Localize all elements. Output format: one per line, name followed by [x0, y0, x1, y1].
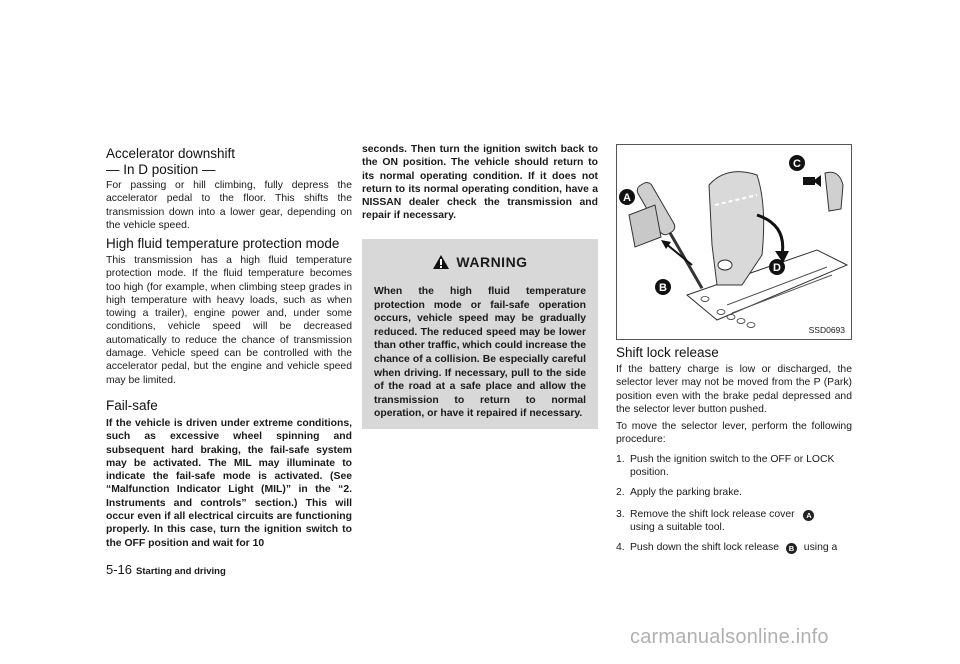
- step-number: 4.: [616, 542, 625, 553]
- step-text: Push the ignition switch to the OFF or LOCK: [630, 454, 835, 465]
- page-number: 5-16: [106, 562, 133, 577]
- step-text-a: Remove the shift lock release cover: [630, 509, 795, 520]
- heading-line-1: Accelerator downshift: [106, 146, 236, 161]
- step-text-cont: position.: [630, 467, 669, 478]
- warning-header: [374, 239, 586, 285]
- paragraph-fail-safe: If the vehicle is driven under extreme conditions, such as excessive wheel spinning and subsequent hard braking, the fail-safe system may be activated. The MIL may illuminate to indicate the fail-safe mode is activated. (See “Malfunction Indicator Light (MIL)” in the “2. Instruments and controls” section.) This will occur even if all electrical circuits are functioning properly. In this case, turn the ignition switch to the OFF position and wait for 10: [106, 418, 352, 549]
- step-text: Apply the parking brake.: [630, 487, 743, 498]
- shift-lock-figure: [616, 144, 852, 340]
- step-number: 2.: [616, 487, 625, 498]
- callout-A: A: [623, 192, 631, 204]
- watermark: carmanualsonline.info: [630, 626, 829, 648]
- paragraph-high-fluid-temp: This transmission has a high fluid temperature protection mode. If the fluid temperature becomes too high (for example, when climbing steep grades in high temperature with heavy loads, such as when towing a trailer), engine power and, under some conditions, vehicle speed will be decreased automatically to reduce the chance of transmission damage. Vehicle speed can be controlled with the accelerator pedal, but the engine and vehicle speed may be limited.: [106, 255, 352, 386]
- figure-code: SSD0693: [808, 325, 845, 335]
- ref-B-icon: B: [786, 543, 797, 554]
- step-text-c: using a: [803, 542, 838, 553]
- page-footer: [106, 562, 226, 577]
- callout-B: B: [659, 282, 667, 294]
- step-text: [630, 541, 852, 554]
- heading-shift-lock-release: Shift lock release: [616, 345, 719, 360]
- heading-fail-safe: Fail-safe: [106, 398, 158, 413]
- callout-D: D: [773, 262, 781, 274]
- step-text-cont: using a suitable tool.: [630, 522, 725, 533]
- ref-A-icon: A: [803, 510, 814, 521]
- heading-accelerator-downshift: [106, 146, 235, 178]
- paragraph-fail-safe-continued: seconds. Then turn the ignition switch back to the ON position. The vehicle should return to its normal operating condition. If it does not return to its normal operating condition, have a NISSAN dealer check the transmission and repair if necessary.: [362, 144, 598, 222]
- paragraph-shift-lock-1: If the battery charge is low or discharged, the selector lever may not be moved from the P (Park) position even with the brake pedal depressed and the selector lever button pushed.: [616, 364, 852, 415]
- warning-title: WARNING: [456, 254, 528, 270]
- warning-text: When the high fluid temperature protection mode or fail-safe operation occurs, vehicle speed may be gradually reduced. The reduced speed may be lower than other traffic, which could increase the chance of a collision. Be especially careful when driving. If necessary, pull to the side of the road at a safe place and allow the transmission to return to normal operation, or have it repaired if necessary.: [374, 286, 586, 420]
- heading-high-fluid-temp: High fluid temperature protection mode: [106, 236, 340, 251]
- callout-C: C: [793, 158, 801, 170]
- shift-lock-illustration: [617, 145, 851, 339]
- warning-box: [362, 239, 598, 429]
- paragraph-shift-lock-2: To move the selector lever, perform the following procedure:: [616, 421, 852, 446]
- step-text-a: Push down the shift lock release: [630, 542, 780, 553]
- warning-triangle-icon: [432, 254, 450, 270]
- step-text: [630, 508, 852, 521]
- step-number: 1.: [616, 454, 625, 465]
- heading-line-2: — In D position —: [106, 162, 216, 177]
- step-number: 3.: [616, 509, 625, 520]
- section-name: Starting and driving: [136, 566, 226, 577]
- paragraph-downshift: For passing or hill climbing, fully depress the accelerator pedal to the floor. This shifts the transmission down into a lower gear, depending on the vehicle speed.: [106, 180, 352, 231]
